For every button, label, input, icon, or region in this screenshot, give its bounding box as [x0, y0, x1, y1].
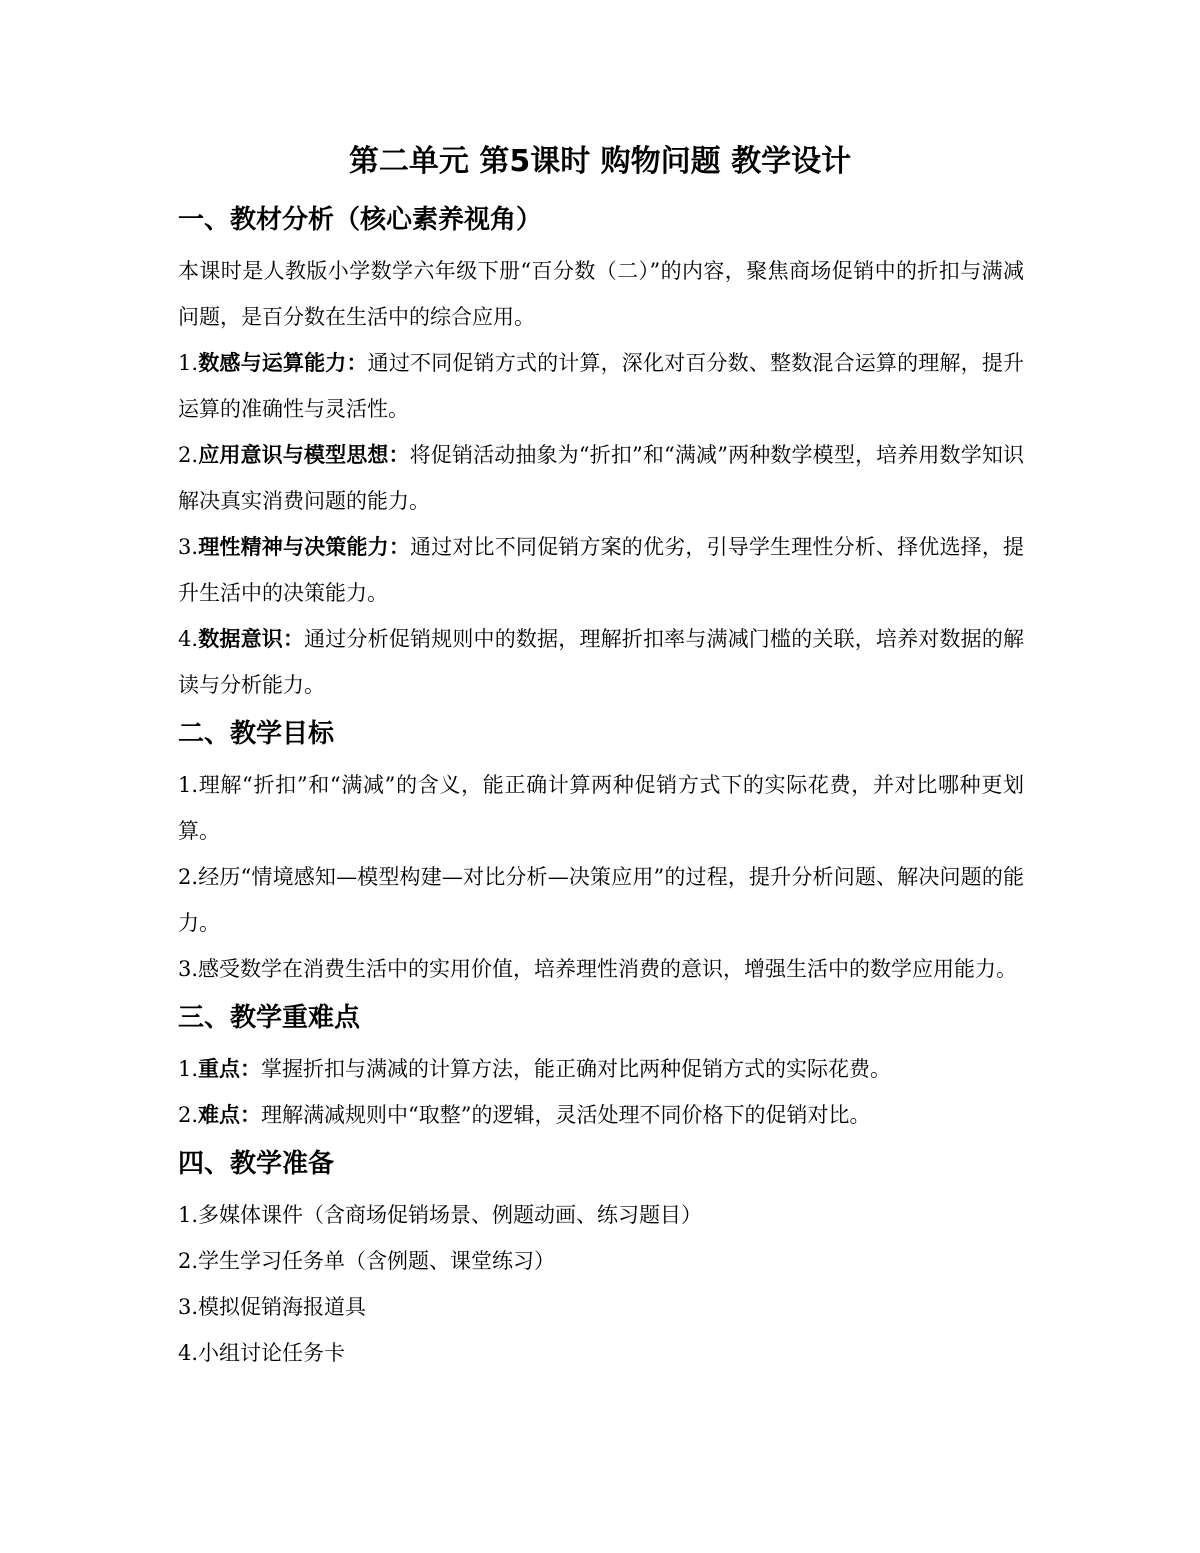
item-number: 2.: [178, 1103, 199, 1127]
list-item: 4.小组讨论任务卡: [178, 1341, 346, 1365]
item-text: 通过不同促销方式的计算，深化对百分数、整数混合运算的理解，提升运算的准确性与灵活性。: [178, 351, 1025, 421]
section-heading: 三、教学重难点: [178, 1003, 361, 1033]
item-number: 4.: [178, 627, 199, 651]
section-teaching-preparation: [178, 1144, 1024, 1376]
item-number: 2.: [178, 443, 199, 467]
item-text: 掌握折扣与满减的计算方法，能正确对比两种促销方式的实际花费。: [261, 1057, 892, 1081]
list-item: [178, 524, 1024, 616]
list-item: 1.理解“折扣”和“满减”的含义，能正确计算两种促销方式下的实际花费，并对比哪种更划算。: [178, 773, 1024, 843]
item-keyword: 重点：: [198, 1057, 262, 1081]
list-item: [178, 616, 1024, 708]
list-item: 2.经历“情境感知—模型构建—对比分析—决策应用”的过程，提升分析问题、解决问题的能力。: [178, 865, 1024, 935]
list-item: 3.模拟促销海报道具: [178, 1295, 367, 1319]
item-text: 理解满减规则中“取整”的逻辑，灵活处理不同价格下的促销对比。: [261, 1103, 871, 1127]
list-item: [178, 432, 1024, 524]
section-heading: 二、教学目标: [178, 719, 335, 749]
list-item: 1.多媒体课件（含商场促销场景、例题动画、练习题目）: [178, 1203, 703, 1227]
item-number: 1.: [178, 1057, 199, 1081]
item-keyword: 理性精神与决策能力：: [198, 535, 411, 559]
item-number: 3.: [178, 535, 199, 559]
list-item: [178, 340, 1024, 432]
item-text: 通过分析促销规则中的数据，理解折扣率与满减门槛的关联，培养对数据的解读与分析能力。: [178, 627, 1025, 697]
section-heading: 一、教材分析（核心素养视角）: [178, 205, 543, 235]
section-textbook-analysis: [178, 200, 1024, 708]
list-item: 3.感受数学在消费生活中的实用价值，培养理性消费的意识，增强生活中的数学应用能力。: [178, 957, 1018, 981]
item-keyword: 难点：: [198, 1103, 262, 1127]
document-body: [178, 200, 1024, 1376]
list-item: 2.学生学习任务单（含例题、课堂练习）: [178, 1249, 556, 1273]
section-heading: 四、教学准备: [178, 1149, 335, 1179]
item-keyword: 数据意识：: [198, 627, 305, 651]
item-text: 通过对比不同促销方案的优劣，引导学生理性分析、择优选择，提升生活中的决策能力。: [178, 535, 1025, 605]
list-item: [178, 1046, 1024, 1092]
item-number: 1.: [178, 351, 199, 375]
item-text: 将促销活动抽象为“折扣”和“满减”两种数学模型，培养用数学知识解决真实消费问题的能力。: [178, 443, 1024, 513]
document-title: 第二单元 第5课时 购物问题 教学设计: [348, 144, 852, 179]
section-intro: 本课时是人教版小学数学六年级下册“百分数（二）”的内容，聚焦商场促销中的折扣与满减问题，是百分数在生活中的综合应用。: [178, 259, 1024, 329]
item-keyword: 数感与运算能力：: [198, 351, 368, 375]
list-item: [178, 1092, 1024, 1138]
section-key-difficulties: [178, 998, 1024, 1138]
item-keyword: 应用意识与模型思想：: [198, 443, 410, 467]
section-teaching-goals: [178, 714, 1024, 992]
